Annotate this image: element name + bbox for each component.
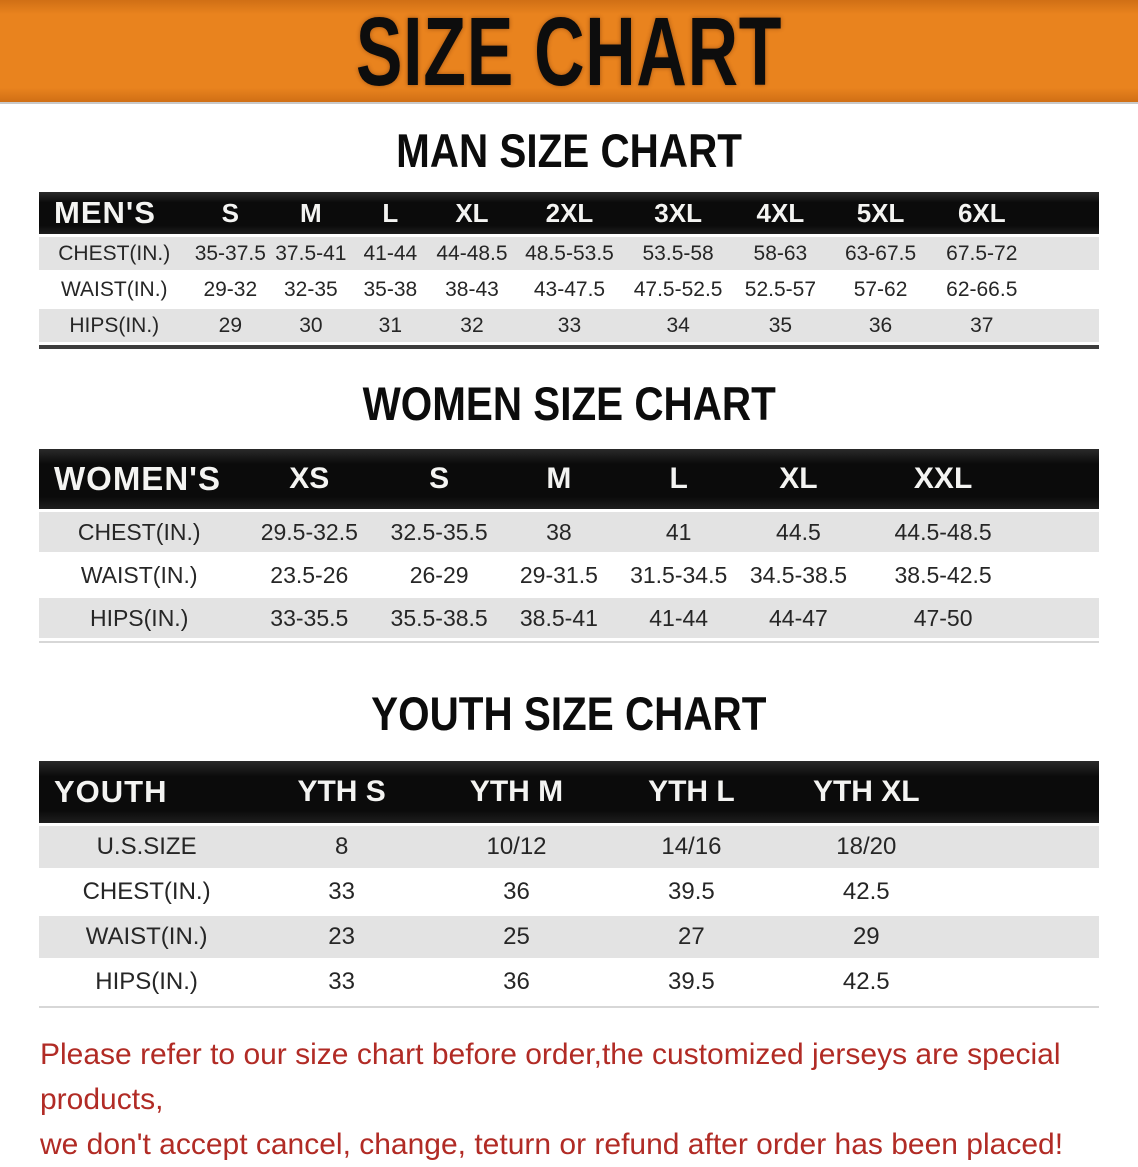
size-value-cell: 33 <box>254 961 429 1003</box>
banner-title: SIZE CHART <box>355 0 783 106</box>
row-label: U.S.SIZE <box>39 826 254 868</box>
men-table-bottom-rule <box>39 345 1099 349</box>
size-column-header: L <box>351 192 430 234</box>
row-label: CHEST(IN.) <box>39 871 254 913</box>
header-spacer-cell <box>1028 449 1099 509</box>
size-value-cell: 41-44 <box>619 598 739 638</box>
size-value-cell: 32.5-35.5 <box>379 512 499 552</box>
size-value-cell: 57-62 <box>830 273 932 306</box>
row-label: CHEST(IN.) <box>39 237 190 270</box>
size-value-cell: 23 <box>254 916 429 958</box>
size-column-header: YTH L <box>604 761 779 823</box>
size-value-cell: 38.5-41 <box>499 598 619 638</box>
men-heading-text: MAN SIZE CHART <box>396 124 742 177</box>
size-value-cell: 36 <box>429 871 604 913</box>
size-value-cell: 30 <box>271 309 350 342</box>
size-column-header: S <box>379 449 499 509</box>
size-value-cell: 44-48.5 <box>430 237 514 270</box>
youth-table-bottom-rule <box>39 1006 1099 1008</box>
order-policy-note <box>40 1032 1102 1167</box>
women-size-table <box>39 446 1099 641</box>
table-corner-label: YOUTH <box>39 761 254 823</box>
men-section-heading <box>0 126 1138 176</box>
row-spacer-cell <box>954 826 1099 868</box>
size-value-cell: 36 <box>830 309 932 342</box>
size-table-row <box>39 871 1099 913</box>
size-value-cell: 35-37.5 <box>190 237 272 270</box>
size-value-cell: 29-31.5 <box>499 555 619 595</box>
size-value-cell: 29 <box>779 916 954 958</box>
men-size-section <box>0 126 1138 349</box>
size-value-cell: 35-38 <box>351 273 430 306</box>
size-table-row <box>39 598 1099 638</box>
size-value-cell: 53.5-58 <box>625 237 731 270</box>
size-value-cell: 42.5 <box>779 871 954 913</box>
row-spacer-cell <box>1028 598 1099 638</box>
size-value-cell: 10/12 <box>429 826 604 868</box>
header-spacer-cell <box>954 761 1099 823</box>
row-label: WAIST(IN.) <box>39 273 190 306</box>
women-table-bottom-rule <box>39 641 1099 643</box>
size-value-cell: 35 <box>731 309 830 342</box>
size-value-cell: 31 <box>351 309 430 342</box>
size-table-row <box>39 237 1099 270</box>
size-value-cell: 38.5-42.5 <box>858 555 1028 595</box>
size-value-cell: 44-47 <box>739 598 859 638</box>
size-value-cell: 32-35 <box>271 273 350 306</box>
size-value-cell: 32 <box>430 309 514 342</box>
size-value-cell: 33-35.5 <box>239 598 379 638</box>
size-table-row <box>39 512 1099 552</box>
size-column-header: XS <box>239 449 379 509</box>
size-value-cell: 39.5 <box>604 871 779 913</box>
size-value-cell: 62-66.5 <box>931 273 1032 306</box>
size-value-cell: 29.5-32.5 <box>239 512 379 552</box>
row-spacer-cell <box>1032 273 1099 306</box>
size-column-header: XL <box>739 449 859 509</box>
size-value-cell: 34.5-38.5 <box>739 555 859 595</box>
size-table-row <box>39 309 1099 342</box>
size-value-cell: 31.5-34.5 <box>619 555 739 595</box>
row-label: HIPS(IN.) <box>39 961 254 1003</box>
size-value-cell: 47.5-52.5 <box>625 273 731 306</box>
size-table-header-row <box>39 761 1099 823</box>
size-value-cell: 39.5 <box>604 961 779 1003</box>
size-column-header: M <box>499 449 619 509</box>
row-label: HIPS(IN.) <box>39 598 239 638</box>
row-spacer-cell <box>1032 309 1099 342</box>
table-corner-label: WOMEN'S <box>39 449 239 509</box>
size-column-header: XL <box>430 192 514 234</box>
size-value-cell: 33 <box>254 871 429 913</box>
size-column-header: 4XL <box>731 192 830 234</box>
size-column-header: S <box>190 192 272 234</box>
size-value-cell: 37.5-41 <box>271 237 350 270</box>
row-spacer-cell <box>1028 512 1099 552</box>
size-value-cell: 25 <box>429 916 604 958</box>
size-value-cell: 38-43 <box>430 273 514 306</box>
size-value-cell: 38 <box>499 512 619 552</box>
size-table-row <box>39 273 1099 306</box>
size-column-header: YTH XL <box>779 761 954 823</box>
size-value-cell: 23.5-26 <box>239 555 379 595</box>
size-value-cell: 27 <box>604 916 779 958</box>
size-value-cell: 36 <box>429 961 604 1003</box>
size-value-cell: 29 <box>190 309 272 342</box>
size-column-header: L <box>619 449 739 509</box>
row-spacer-cell <box>1032 237 1099 270</box>
size-column-header: 2XL <box>514 192 625 234</box>
size-value-cell: 26-29 <box>379 555 499 595</box>
size-table-header-row <box>39 449 1099 509</box>
women-section-heading <box>0 379 1138 429</box>
row-label: HIPS(IN.) <box>39 309 190 342</box>
row-spacer-cell <box>954 916 1099 958</box>
size-column-header: 6XL <box>931 192 1032 234</box>
size-chart-banner <box>0 0 1138 104</box>
size-value-cell: 35.5-38.5 <box>379 598 499 638</box>
size-value-cell: 43-47.5 <box>514 273 625 306</box>
table-corner-label: MEN'S <box>39 192 190 234</box>
header-spacer-cell <box>1032 192 1099 234</box>
size-table-row <box>39 826 1099 868</box>
women-heading-text: WOMEN SIZE CHART <box>362 377 776 430</box>
size-value-cell: 52.5-57 <box>731 273 830 306</box>
row-spacer-cell <box>954 871 1099 913</box>
youth-size-section <box>0 689 1138 1008</box>
size-value-cell: 67.5-72 <box>931 237 1032 270</box>
row-spacer-cell <box>954 961 1099 1003</box>
order-policy-line2: we don't accept cancel, change, teturn or refund after order has been placed! <box>40 1128 1064 1161</box>
row-label: CHEST(IN.) <box>39 512 239 552</box>
size-table-row <box>39 961 1099 1003</box>
size-value-cell: 47-50 <box>858 598 1028 638</box>
size-value-cell: 29-32 <box>190 273 272 306</box>
size-column-header: 3XL <box>625 192 731 234</box>
size-value-cell: 48.5-53.5 <box>514 237 625 270</box>
size-column-header: XXL <box>858 449 1028 509</box>
size-value-cell: 41 <box>619 512 739 552</box>
size-column-header: 5XL <box>830 192 932 234</box>
size-value-cell: 14/16 <box>604 826 779 868</box>
youth-size-table <box>39 758 1099 1006</box>
size-value-cell: 8 <box>254 826 429 868</box>
women-size-section <box>0 379 1138 643</box>
row-spacer-cell <box>1028 555 1099 595</box>
size-table-header-row <box>39 192 1099 234</box>
size-value-cell: 34 <box>625 309 731 342</box>
size-column-header: YTH S <box>254 761 429 823</box>
size-value-cell: 42.5 <box>779 961 954 1003</box>
size-column-header: M <box>271 192 350 234</box>
men-size-table <box>39 189 1099 345</box>
size-value-cell: 44.5 <box>739 512 859 552</box>
youth-section-heading <box>0 689 1138 739</box>
row-label: WAIST(IN.) <box>39 916 254 958</box>
size-table-row <box>39 555 1099 595</box>
youth-heading-text: YOUTH SIZE CHART <box>371 687 767 740</box>
size-column-header: YTH M <box>429 761 604 823</box>
size-value-cell: 44.5-48.5 <box>858 512 1028 552</box>
row-label: WAIST(IN.) <box>39 555 239 595</box>
size-value-cell: 58-63 <box>731 237 830 270</box>
size-value-cell: 33 <box>514 309 625 342</box>
size-value-cell: 63-67.5 <box>830 237 932 270</box>
size-value-cell: 18/20 <box>779 826 954 868</box>
size-table-row <box>39 916 1099 958</box>
order-policy-line1: Please refer to our size chart before order,the customized jerseys are special products, <box>40 1038 1061 1116</box>
size-value-cell: 37 <box>931 309 1032 342</box>
size-value-cell: 41-44 <box>351 237 430 270</box>
